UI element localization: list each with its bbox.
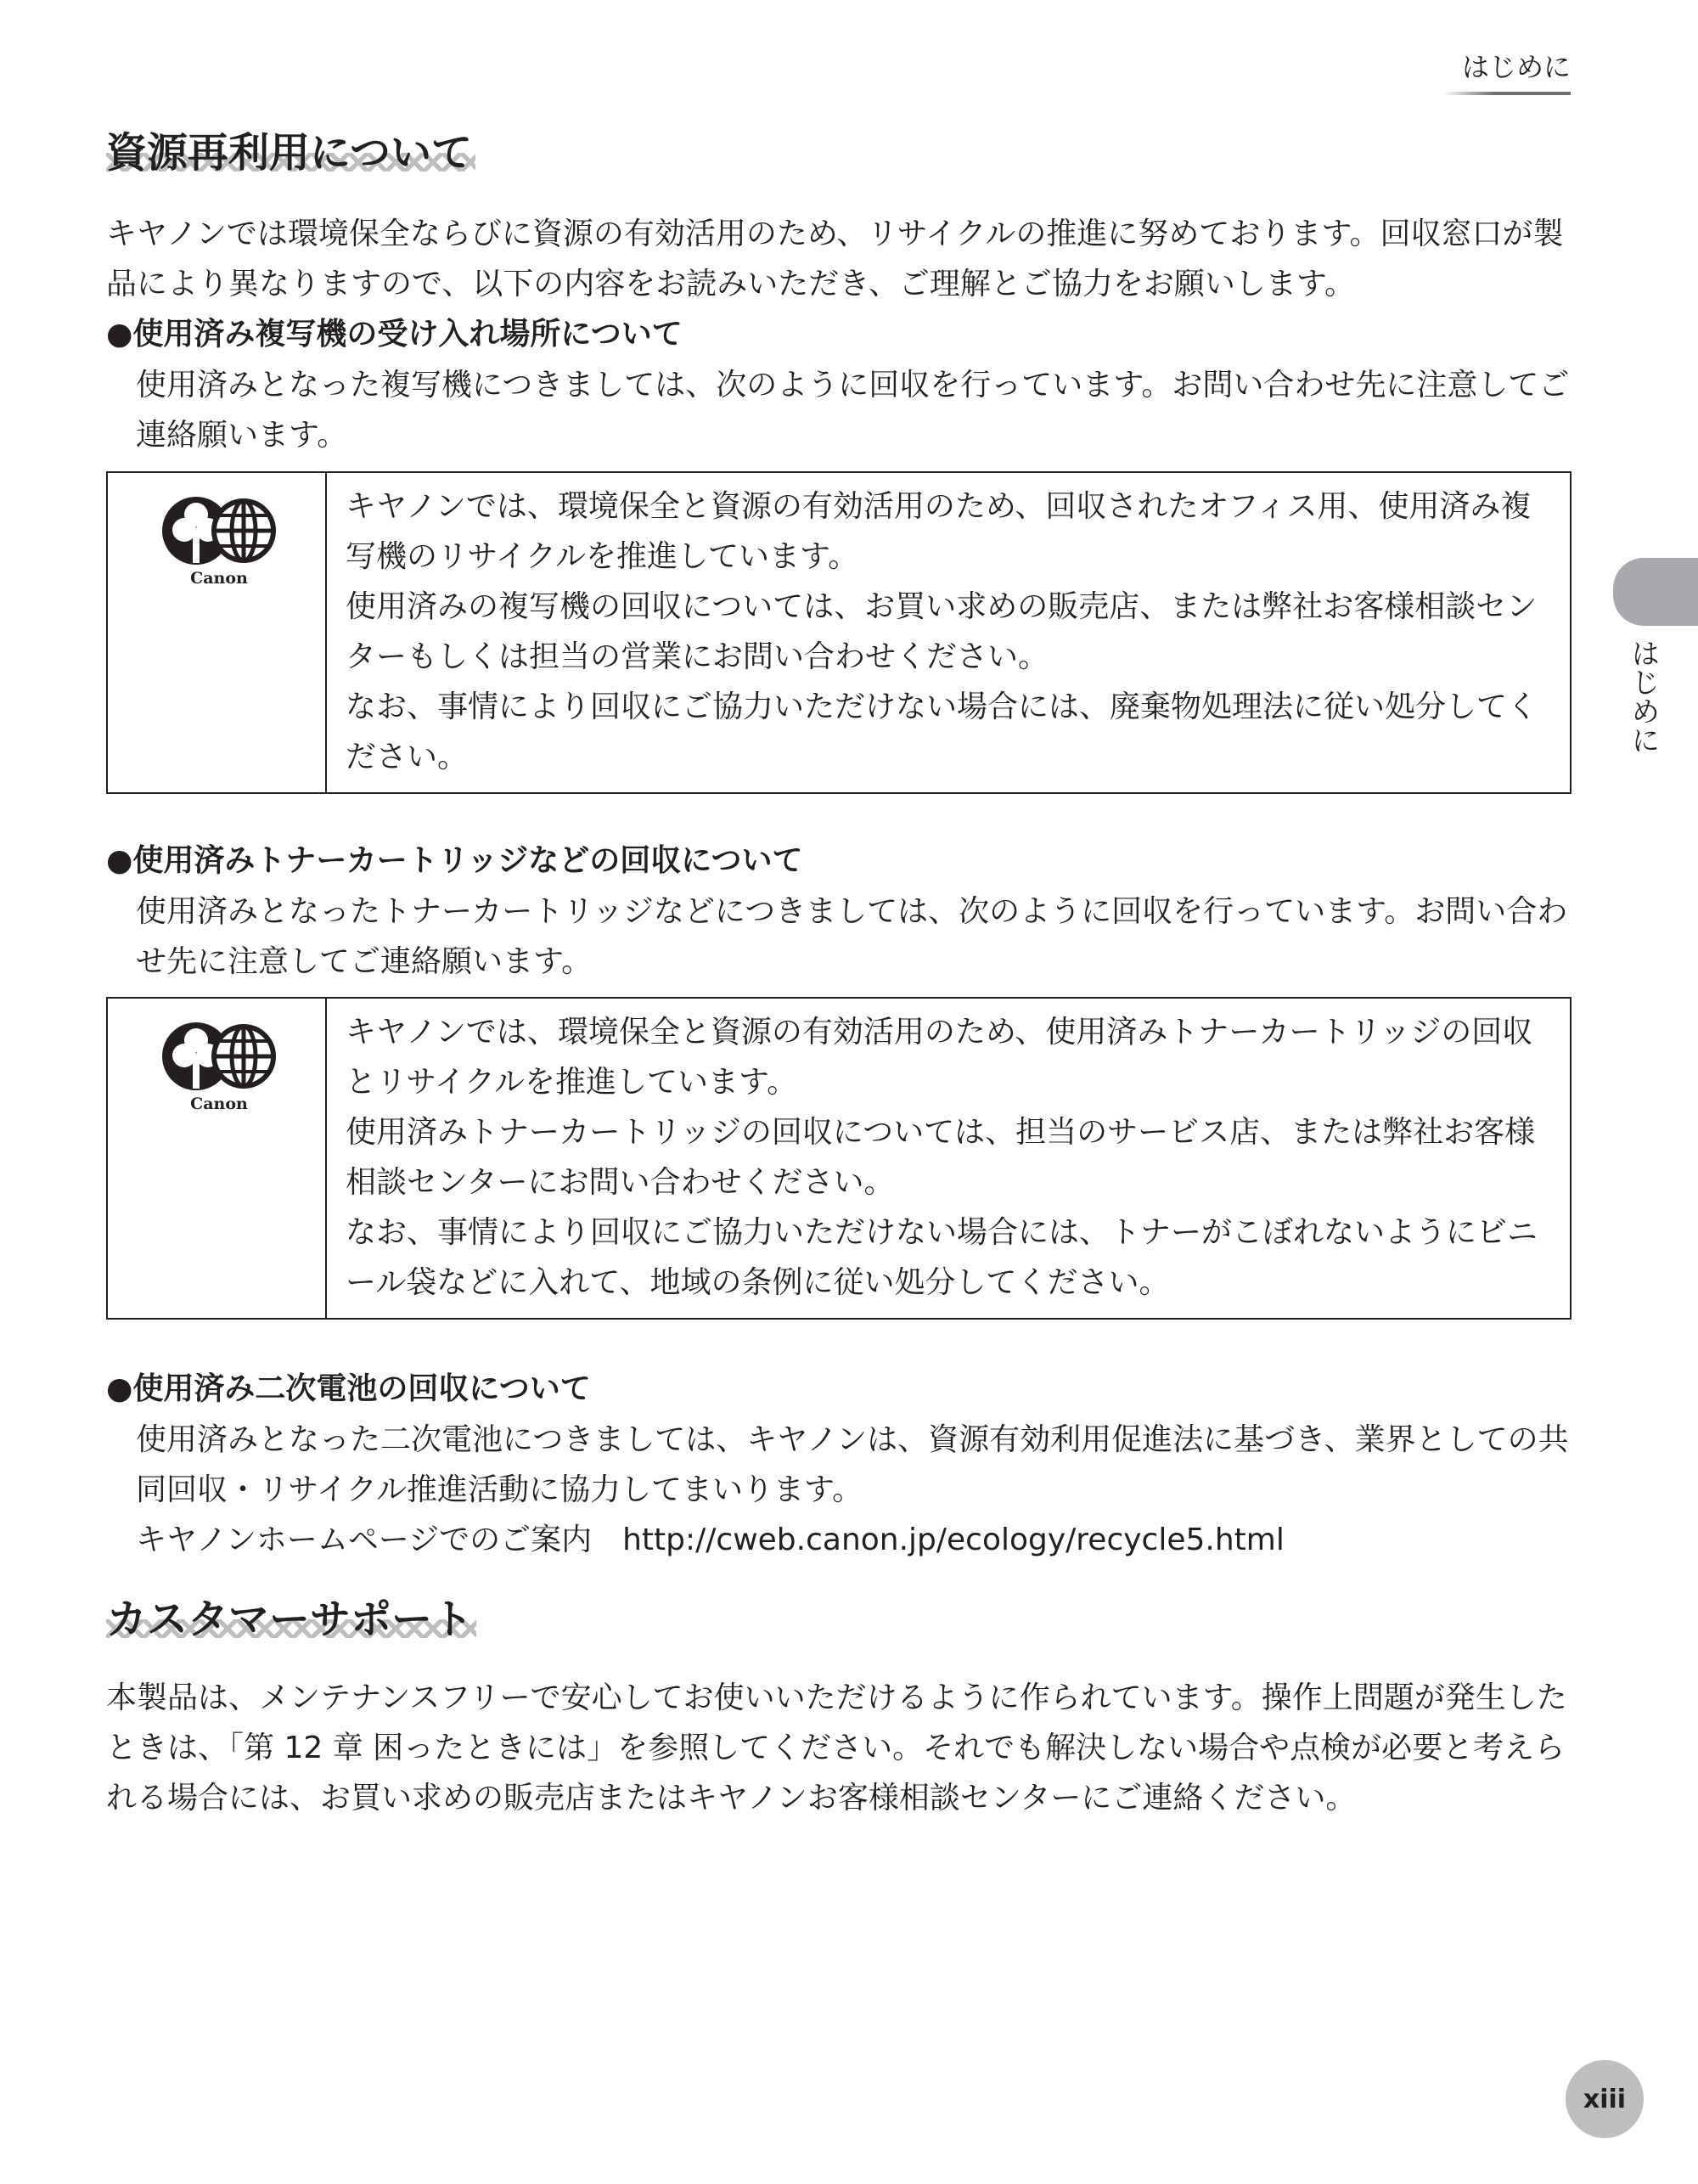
canon-logo-text: Canon — [190, 1095, 248, 1113]
canon-eco-logo-icon — [155, 1014, 283, 1114]
chapter-side-label: はじめに — [1626, 639, 1660, 754]
recycling-intro: キヤノンでは環境保全ならびに資源の有効活用のため、リサイクルの推進に努めております。回収窓口が製品により異なりますので、以下の内容をお読みいただき、ご理解とご協力をお願いします。 — [106, 217, 1564, 301]
toner-text: 使用済みとなったトナーカートリッジなどにつきましては、次のように回収を行っています。お問い合わせ先に注意してご連絡願います。 — [136, 894, 1568, 979]
canon-logo-text: Canon — [190, 569, 248, 588]
copier-box-text — [327, 473, 1570, 792]
copier-box-paragraph: 使用済みの複写機の回収については、お買い求めの販売店、または弊社お客様相談センターもしくは担当の営業にお問い合わせください。 — [346, 589, 1538, 674]
toner-box-paragraph: キヤノンでは、環境保全と資源の有効活用のため、使用済みトナーカートリッジの回収とリサイクルを推進しています。 — [346, 1015, 1533, 1100]
copier-box-paragraph: なお、事情により回収にご協力いただけない場合には、廃棄物処理法に従い処分してください。 — [346, 690, 1538, 774]
support-section-title: カスタマーサポート — [106, 1594, 476, 1650]
battery-text: 使用済みとなった二次電池につきましては、キヤノンは、資源有効利用促進法に基づき、業界としての共同回収・リサイクル推進活動に協力してまいります。 — [136, 1422, 1569, 1507]
toner-box-paragraph: 使用済みトナーカートリッジの回収については、担当のサービス店、または弊社お客様相談センターにお問い合わせください。 — [346, 1115, 1536, 1200]
header-rule — [1443, 92, 1571, 95]
toner-heading: ●使用済みトナーカートリッジなどの回収について — [106, 843, 803, 878]
battery-heading: ●使用済み二次電池の回収について — [106, 1371, 591, 1406]
battery-link-line: キヤノンホームページでのご案内 http://cweb.canon.jp/ecology/recycle5.html — [136, 1523, 1285, 1557]
copier-text: 使用済みとなった複写機につきましては、次のように回収を行っています。お問い合わせ先に注意してご連絡願います。 — [136, 368, 1570, 453]
canon-eco-logo-icon — [155, 488, 283, 588]
copier-box-paragraph: キヤノンでは、環境保全と資源の有効活用のため、回収されたオフィス用、使用済み複写機のリサイクルを推進しています。 — [346, 489, 1532, 574]
toner-logo-cell — [108, 999, 327, 1318]
recycling-section-title: 資源再利用について — [106, 127, 475, 183]
support-text: 本製品は、メンテナンスフリーで安心してお使いいただけるように作られています。操作上問題が発生したときは、「第 12 章 困ったときには」を参照してください。それでも解決しない場合や点検が必要と考えられる場合には、お買い求めの販売店またはキヤノンお客様相談センターにご連絡ください。 — [106, 1680, 1567, 1815]
running-header: はじめに — [1461, 51, 1571, 83]
copier-logo-cell — [108, 473, 327, 792]
toner-info-box — [106, 997, 1571, 1320]
chapter-side-tab — [1613, 558, 1698, 626]
toner-box-paragraph: なお、事情により回収にご協力いただけない場合には、トナーがこぼれないようにビニール袋などに入れて、地域の条例に従い処分してください。 — [346, 1215, 1538, 1300]
copier-info-box — [106, 471, 1571, 794]
page-number-badge: xiii — [1566, 2060, 1644, 2138]
toner-box-text — [327, 999, 1570, 1318]
copier-heading: ●使用済み複写機の受け入れ場所について — [106, 317, 683, 352]
